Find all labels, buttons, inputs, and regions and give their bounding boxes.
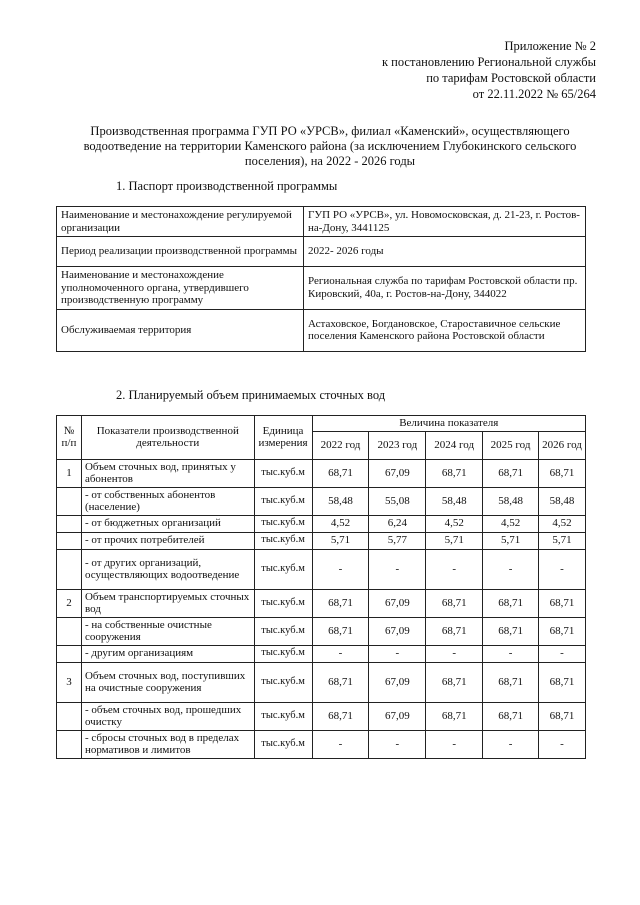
column-header-indicator: Показатели производственной деятельности [81,416,254,460]
indicator-name: - объем сточных вод, прошедших очистку [81,702,254,730]
indicator-name: - от бюджетных организаций [81,515,254,532]
table-row [57,645,586,662]
value-cell: 68,71 [312,459,369,487]
value-cell: 68,71 [539,589,586,617]
passport-value: Астаховское, Богдановское, Староставичное сельские поселения Каменского района Ростовской области [304,309,586,351]
value-cell: 67,09 [369,702,426,730]
row-number [57,487,82,515]
table-row [57,459,586,487]
unit-cell: тыс.куб.м [254,589,312,617]
indicator-name: Объем сточных вод, поступивших на очистные сооружения [81,662,254,702]
value-cell: 67,09 [369,617,426,645]
unit-cell: тыс.куб.м [254,459,312,487]
table-row [57,207,586,237]
indicator-name: - на собственные очистные сооружения [81,617,254,645]
value-cell: 67,09 [369,459,426,487]
value-cell: 4,52 [312,515,369,532]
value-cell: 68,71 [539,459,586,487]
value-cell: 5,71 [312,532,369,549]
value-cell: 68,71 [483,662,539,702]
column-header-year: 2026 год [539,431,586,459]
appendix-number: Приложение № 2 [504,39,596,53]
column-header-year: 2025 год [483,431,539,459]
value-cell: 68,71 [312,702,369,730]
unit-cell: тыс.куб.м [254,645,312,662]
indicator-name: - от других организаций, осуществляющих водоотведение [81,549,254,589]
section-2-heading: 2. Планируемый объем принимаемых сточных вод [116,388,386,402]
value-cell: 58,48 [483,487,539,515]
value-cell: - [312,645,369,662]
value-cell: - [426,730,483,758]
appendix-date: от 22.11.2022 № 65/264 [472,87,596,101]
value-cell: 58,48 [426,487,483,515]
volume-table-body [57,459,586,758]
row-number [57,549,82,589]
value-cell: - [369,549,426,589]
passport-value: ГУП РО «УРСВ», ул. Новомосковская, д. 21-23, г. Ростов-на-Дону, 3441125 [304,207,586,237]
column-header-year: 2024 год [426,431,483,459]
column-header-unit: Единица измерения [254,416,312,460]
column-header-number: № п/п [57,416,82,460]
wastewater-volume-table [56,415,586,759]
value-cell: - [369,645,426,662]
value-cell: 68,71 [312,662,369,702]
unit-cell: тыс.куб.м [254,702,312,730]
table-row [57,487,586,515]
table-row [57,309,586,351]
value-cell: 68,71 [539,702,586,730]
row-number: 3 [57,662,82,702]
value-cell: 68,71 [426,662,483,702]
row-number [57,702,82,730]
value-cell: - [426,645,483,662]
value-cell: 68,71 [483,617,539,645]
value-cell: - [312,730,369,758]
indicator-name: - от прочих потребителей [81,532,254,549]
value-cell: 5,71 [483,532,539,549]
column-header-year: 2023 год [369,431,426,459]
table-row [57,730,586,758]
passport-label: Наименование и местонахождение уполномоченного органа, утвердившего производственную программу [57,267,304,310]
value-cell: - [539,645,586,662]
value-cell: 6,24 [369,515,426,532]
appendix-header [382,38,596,102]
passport-label: Наименование и местонахождение регулируемой организации [57,207,304,237]
value-cell: 5,77 [369,532,426,549]
table-row [57,617,586,645]
row-number: 2 [57,589,82,617]
value-cell: 68,71 [539,617,586,645]
table-row [57,237,586,267]
value-cell: 58,48 [539,487,586,515]
appendix-line-2: к постановлению Региональной службы [381,55,596,69]
value-cell: 68,71 [312,589,369,617]
passport-value: 2022- 2026 годы [304,237,586,267]
value-cell: 4,52 [539,515,586,532]
value-cell: 68,71 [539,662,586,702]
value-cell: - [312,549,369,589]
value-cell: - [539,549,586,589]
section-1-heading: 1. Паспорт производственной программы [116,179,338,193]
unit-cell: тыс.куб.м [254,487,312,515]
appendix-line-3: по тарифам Ростовской области [426,71,596,85]
value-cell: - [369,730,426,758]
indicator-name: Объем транспортируемых сточных вод [81,589,254,617]
document-title: Производственная программа ГУП РО «УРСВ», филиал «Каменский», осуществляющего водоотведение на территории Каменского района (за исключением Глубокинского сельского поселения), на 2022 - 2026 годы [83,124,577,168]
value-cell: - [483,645,539,662]
row-number [57,532,82,549]
value-cell: 68,71 [426,617,483,645]
value-cell: 68,71 [426,589,483,617]
row-number [57,645,82,662]
value-cell: - [483,549,539,589]
table-row [57,515,586,532]
value-cell: - [483,730,539,758]
value-cell: 68,71 [312,617,369,645]
value-cell: - [426,549,483,589]
value-cell: 4,52 [483,515,539,532]
value-cell: 4,52 [426,515,483,532]
value-cell: 67,09 [369,662,426,702]
row-number [57,515,82,532]
passport-label: Период реализации производственной программы [57,237,304,267]
row-number [57,730,82,758]
value-cell: 5,71 [426,532,483,549]
row-number: 1 [57,459,82,487]
unit-cell: тыс.куб.м [254,730,312,758]
value-cell: 68,71 [483,459,539,487]
indicator-name: - сбросы сточных вод в пределах нормативов и лимитов [81,730,254,758]
unit-cell: тыс.куб.м [254,662,312,702]
table-row [57,532,586,549]
value-cell: 68,71 [426,459,483,487]
unit-cell: тыс.куб.м [254,515,312,532]
table-row [57,589,586,617]
table-row [57,702,586,730]
table-row [57,267,586,310]
table-row [57,549,586,589]
value-cell: - [539,730,586,758]
column-header-value: Величина показателя [312,416,585,432]
unit-cell: тыс.куб.м [254,549,312,589]
unit-cell: тыс.куб.м [254,532,312,549]
value-cell: 68,71 [483,589,539,617]
indicator-name: - другим организациям [81,645,254,662]
value-cell: 68,71 [483,702,539,730]
indicator-name: Объем сточных вод, принятых у абонентов [81,459,254,487]
unit-cell: тыс.куб.м [254,617,312,645]
value-cell: 58,48 [312,487,369,515]
passport-value: Региональная служба по тарифам Ростовской области пр. Кировский, 40а, г. Ростов-на-Дону, 344022 [304,267,586,310]
indicator-name: - от собственных абонентов (население) [81,487,254,515]
value-cell: 68,71 [426,702,483,730]
table-row [57,662,586,702]
row-number [57,617,82,645]
passport-table [56,206,586,352]
passport-label: Обслуживаемая территория [57,309,304,351]
value-cell: 67,09 [369,589,426,617]
value-cell: 55,08 [369,487,426,515]
value-cell: 5,71 [539,532,586,549]
column-header-year: 2022 год [312,431,369,459]
